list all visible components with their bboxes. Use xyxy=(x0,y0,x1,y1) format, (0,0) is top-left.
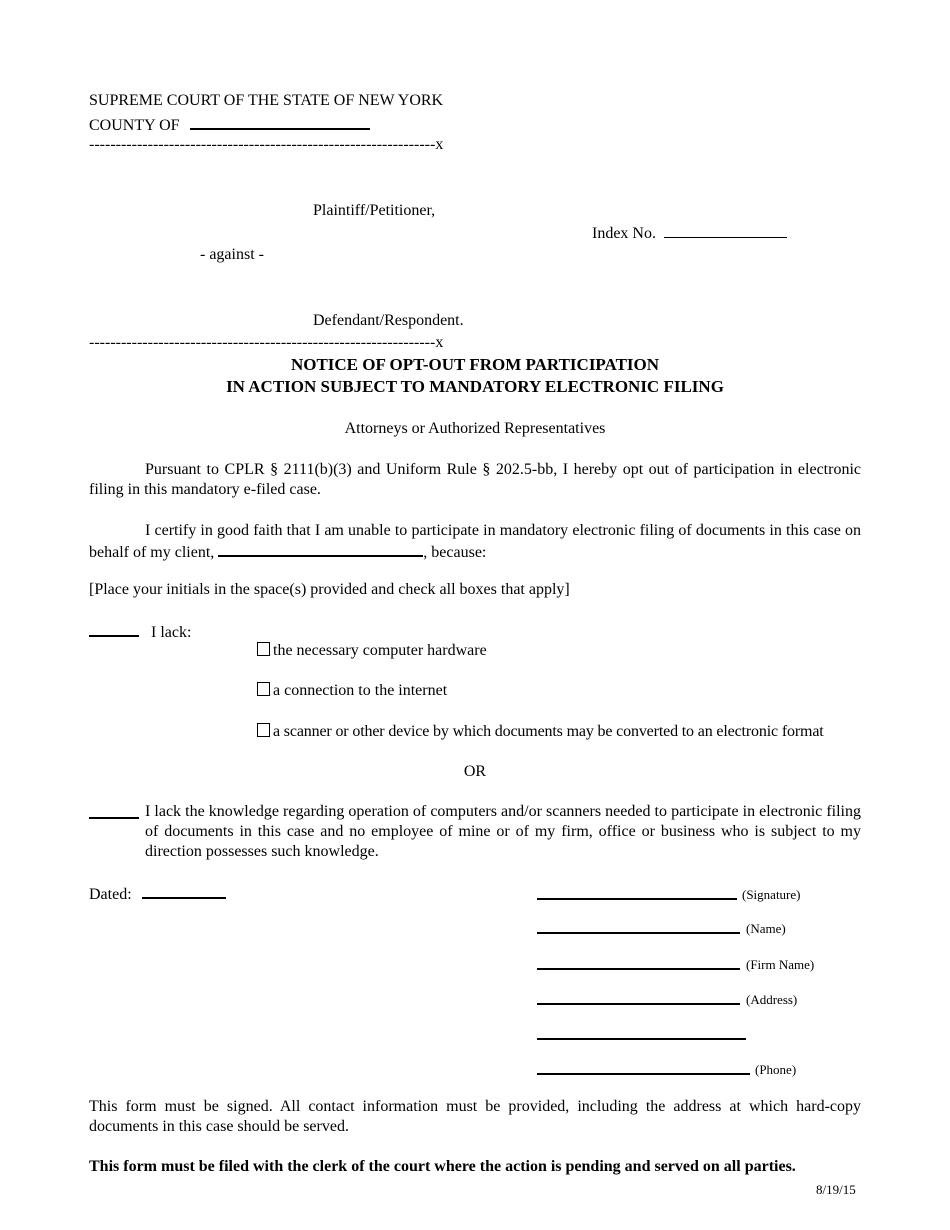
option-scanner xyxy=(257,722,824,742)
certify-paragraph xyxy=(89,521,861,563)
certify-text: I certify in good faith that I am unable to participate in mandatory electronic filing of documents in this case on behalf of my client, xyxy=(89,522,861,561)
date-field[interactable] xyxy=(142,883,226,899)
form-subtitle: Attorneys or Authorized Representatives xyxy=(344,420,606,437)
firm-name-label: (Firm Name) xyxy=(746,957,815,972)
address-line[interactable] xyxy=(537,1003,740,1005)
or-separator: OR xyxy=(463,763,487,780)
plaintiff-label: Plaintiff/Petitioner, xyxy=(313,202,436,219)
county-field[interactable] xyxy=(190,114,370,130)
defendant-label: Defendant/Respondent. xyxy=(313,312,464,329)
against-label: - against - xyxy=(200,246,264,263)
name-label: (Name) xyxy=(746,921,786,936)
lack-label: I lack: xyxy=(151,624,192,641)
address-label: (Address) xyxy=(746,992,798,1007)
footer-note: This form must be signed. All contact information must be provided, including the address at which hard-copy documents in this case should be served. xyxy=(89,1098,861,1135)
client-name-field[interactable] xyxy=(218,541,423,557)
caption-separator-bottom: -----------------------------------------------------------------x xyxy=(89,334,444,351)
scanner-checkbox[interactable] xyxy=(257,723,270,737)
internet-checkbox[interactable] xyxy=(257,682,270,696)
initials-row-2 xyxy=(89,803,139,825)
form-title-line2: IN ACTION SUBJECT TO MANDATORY ELECTRONIC FILING xyxy=(226,377,724,396)
dated-label: Dated: xyxy=(89,886,132,903)
county-line xyxy=(89,114,370,136)
county-label: COUNTY OF xyxy=(89,117,180,134)
index-field[interactable] xyxy=(664,223,787,238)
phone-line[interactable] xyxy=(537,1073,750,1075)
filing-instruction: This form must be filed with the clerk of the court where the action is pending and served on all parties. xyxy=(89,1158,796,1175)
option-hardware-label: the necessary computer hardware xyxy=(273,642,487,659)
signature-line[interactable] xyxy=(537,898,737,900)
initials-field-2[interactable] xyxy=(89,803,139,819)
dated-row xyxy=(89,883,226,905)
option-internet-label: a connection to the internet xyxy=(273,682,448,699)
form-title-line1: NOTICE OF OPT-OUT FROM PARTICIPATION xyxy=(290,355,660,374)
firm-name-line[interactable] xyxy=(537,968,740,970)
index-label: Index No. xyxy=(592,225,656,242)
lack-row xyxy=(89,621,191,643)
option-hardware xyxy=(257,641,487,661)
hardware-checkbox[interactable] xyxy=(257,642,270,656)
court-name: SUPREME COURT OF THE STATE OF NEW YORK xyxy=(89,92,444,109)
phone-label: (Phone) xyxy=(755,1062,797,1077)
initials-field-1[interactable] xyxy=(89,621,139,637)
certify-text-end: , because: xyxy=(423,544,487,561)
opt-out-text: Pursuant to CPLR § 2111(b)(3) and Uniform Rule § 202.5-bb, I hereby opt out of participation in electronic filing in this mandatory e-filed case. xyxy=(89,461,861,498)
knowledge-text: I lack the knowledge regarding operation of computers and/or scanners needed to participate in electronic filing of documents in this case and no employee of mine or of my firm, office or business who is subject to my direction possesses such knowledge. xyxy=(145,803,861,860)
index-number xyxy=(592,223,787,244)
address-line-2[interactable] xyxy=(537,1038,746,1040)
instruction-text: [Place your initials in the space(s) provided and check all boxes that apply] xyxy=(89,581,570,598)
signature-label: (Signature) xyxy=(742,887,801,902)
name-line[interactable] xyxy=(537,932,740,934)
opt-out-paragraph xyxy=(89,460,861,500)
caption-separator-top: -----------------------------------------------------------------x xyxy=(89,136,444,153)
option-scanner-label: a scanner or other device by which documents may be converted to an electronic format xyxy=(273,723,824,740)
option-internet xyxy=(257,681,447,701)
form-date: 8/19/15 xyxy=(816,1182,856,1197)
